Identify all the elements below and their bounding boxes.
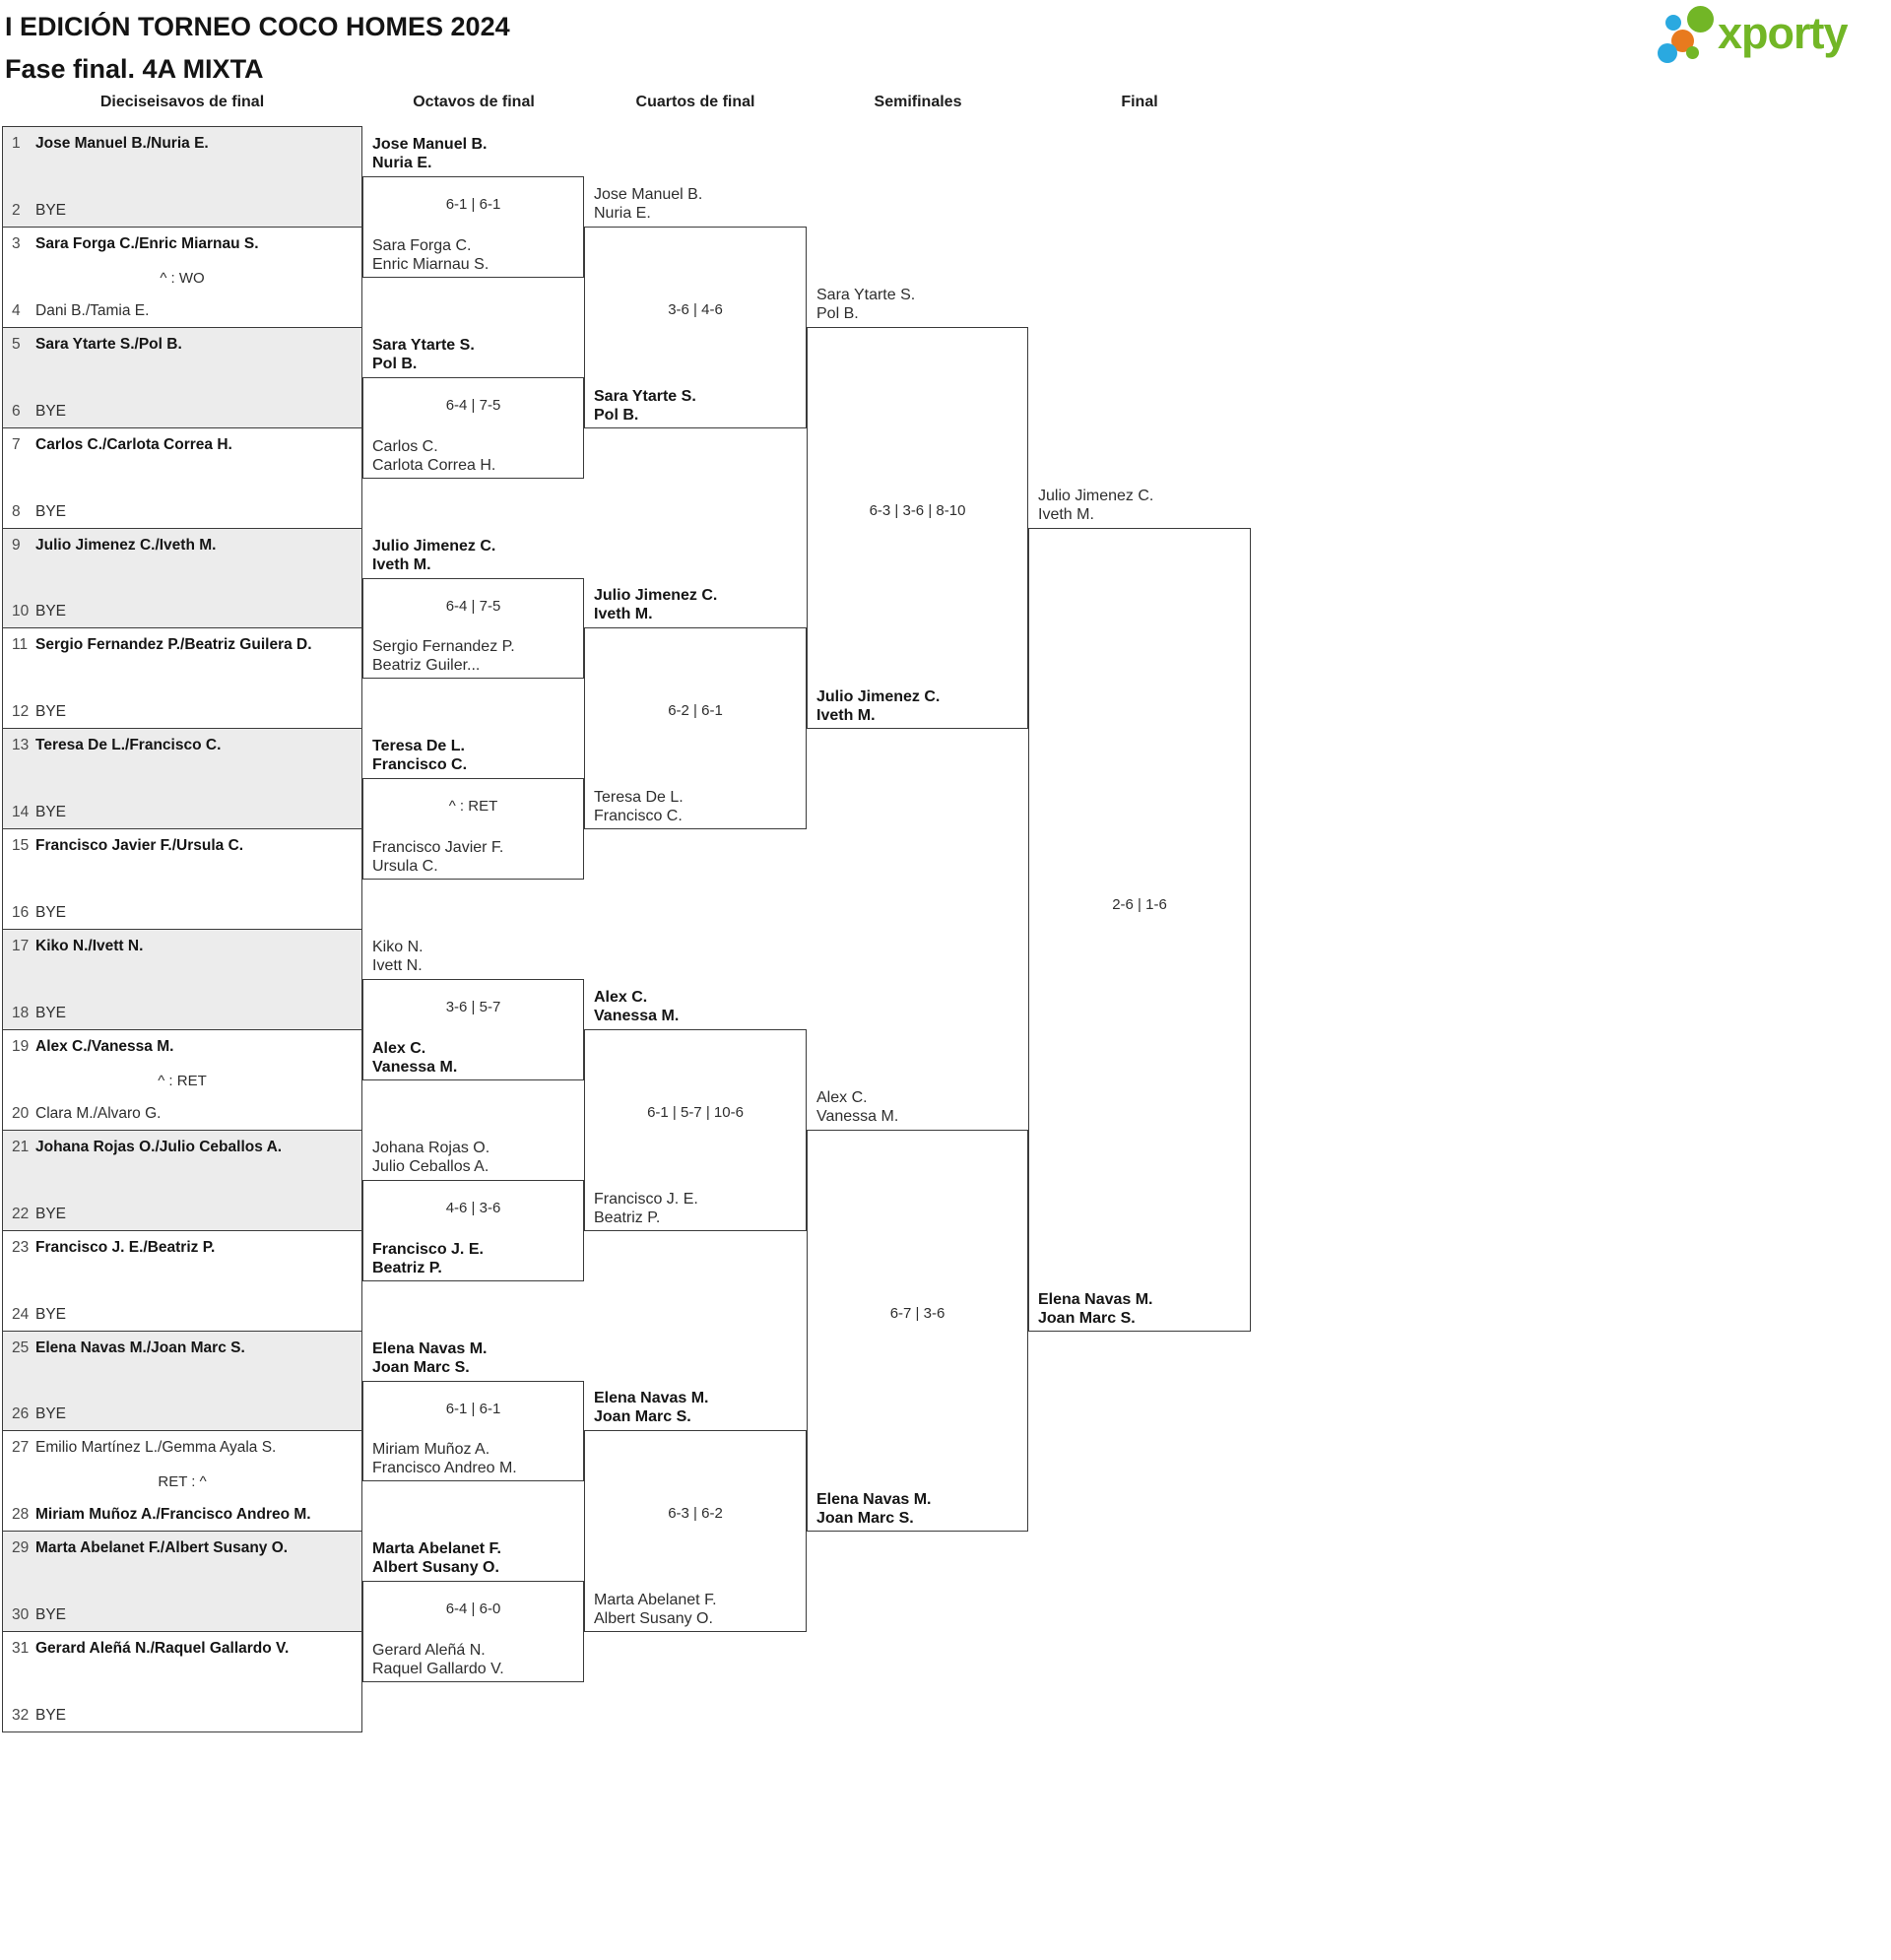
participant-name: Carlota Correa H. [372,456,496,474]
entry-name: Gerard Aleñá N./Raquel Gallardo V. [35,1640,290,1658]
participant-label-bottom [594,1190,799,1227]
entry-seed: 2 [12,201,21,219]
bracket-entry [3,1205,361,1224]
participant-name: Joan Marc S. [372,1358,470,1376]
entry-name: BYE [35,1405,67,1423]
entry-seed: 7 [12,435,21,453]
participant-name: Pol B. [816,304,859,322]
semifinal-match [807,327,1028,730]
participant-name: Julio Jimenez C. [1038,487,1154,504]
entry-name: BYE [35,1004,67,1021]
bracket-entry [3,402,361,422]
participant-name: Iveth M. [594,606,653,623]
entry-seed: 19 [12,1037,30,1055]
entry-name: BYE [35,603,67,621]
participant-name: Nuria E. [372,155,432,172]
match-score: 6-3 | 3-6 | 8-10 [869,501,966,519]
round-header-final: Final [1121,94,1158,110]
r32-match [2,1230,362,1332]
r32-match [2,627,362,729]
participant-name: Joan Marc S. [816,1510,914,1528]
bracket-entry [3,1706,361,1726]
logo-wordmark: xporty [1718,8,1848,58]
participant-name: Beatriz Guiler... [372,657,481,675]
r32-match [2,929,362,1030]
participant-label-top [594,185,799,223]
match-score: 6-2 | 6-1 [668,702,723,720]
participant-name: Francisco C. [594,808,683,825]
participant-name: Sara Ytarte S. [372,336,475,354]
participant-name: Miriam Muñoz A. [372,1441,490,1459]
participant-name: Teresa De L. [594,789,684,807]
entry-name: BYE [35,703,67,721]
participant-label-top [372,1539,576,1577]
participant-label-top [816,1088,1020,1126]
participant-label-bottom [372,637,576,675]
bracket-entry [3,1639,361,1659]
entry-name: Miriam Muñoz A./Francisco Andreo M. [35,1506,311,1524]
match-score: 6-1 | 6-1 [445,196,501,214]
entry-seed: 25 [12,1339,30,1356]
final-match [1028,528,1251,1332]
participant-label-bottom [372,437,576,475]
tournament-subtitle: Fase final. 4A MIXTA [5,54,264,84]
entry-name: Clara M./Alvaro G. [35,1104,162,1122]
participant-name: Vanessa M. [594,1007,680,1024]
participant-name: Francisco J. E. [594,1190,698,1208]
participant-name: Raquel Gallardo V. [372,1661,504,1678]
match-score: 6-4 | 6-0 [445,1601,501,1618]
participant-name: Elena Navas M. [816,1491,932,1509]
participant-label-bottom [594,387,799,425]
entry-name: Elena Navas M./Joan Marc S. [35,1339,245,1356]
entry-seed: 16 [12,904,30,921]
participant-name: Alex C. [816,1088,868,1106]
participant-name: Elena Navas M. [372,1339,488,1357]
participant-name: Sara Ytarte S. [594,387,696,405]
participant-name: Johana Rojas O. [372,1139,490,1156]
participant-name: Alex C. [594,988,648,1006]
participant-label-bottom [372,838,576,876]
round-header-semifinales: Semifinales [874,94,962,110]
bracket-entry [3,1438,361,1458]
participant-label-bottom [594,788,799,825]
entry-name: Johana Rojas O./Julio Ceballos A. [35,1138,283,1155]
participant-name: Francisco C. [372,756,468,774]
participant-name: Julio Jimenez C. [372,537,496,555]
bracket-entry [3,1339,361,1358]
entry-seed: 13 [12,737,30,754]
bracket-entry [3,836,361,856]
bracket-entry [3,502,361,522]
entry-seed: 11 [12,636,29,654]
participant-name: Julio Ceballos A. [372,1157,489,1175]
participant-label-top [594,1389,799,1426]
page-title [5,6,510,91]
r32-match [2,1430,362,1532]
match-score: 2-6 | 1-6 [1112,895,1167,913]
participant-label-top [372,336,576,373]
entry-seed: 4 [12,301,21,319]
participant-name: Albert Susany O. [372,1559,499,1577]
participant-name: Nuria E. [594,204,651,222]
r32-match [2,427,362,529]
participant-name: Elena Navas M. [594,1390,709,1407]
r32-match [2,1029,362,1131]
participant-name: Pol B. [372,355,418,372]
bracket-entry [3,803,361,822]
participant-name: Kiko N. [372,939,424,956]
bracket-entry [3,635,361,655]
participant-label-top [372,1339,576,1377]
participant-label-bottom [1038,1290,1243,1328]
entry-seed: 26 [12,1405,30,1423]
r32-match [2,1631,362,1732]
bracket-entry [3,335,361,355]
entry-seed: 28 [12,1506,30,1524]
entry-seed: 27 [12,1439,30,1457]
participant-name: Marta Abelanet F. [594,1592,717,1609]
entry-seed: 24 [12,1305,30,1323]
participant-name: Albert Susany O. [594,1610,713,1628]
match-note: RET : ^ [158,1473,207,1491]
participant-name: Jose Manuel B. [594,185,703,203]
participant-name: Teresa De L. [372,738,465,755]
bracket-entry [3,134,361,154]
r32-match [2,728,362,829]
semifinal-match [807,1130,1028,1533]
entry-seed: 22 [12,1205,30,1222]
match-note: ^ : WO [160,269,205,287]
bracket-entry [3,602,361,621]
logo-dot-blue-medium [1658,43,1677,63]
bracket-entry [3,1405,361,1424]
bracket-entry [3,301,361,321]
participant-name: Pol B. [594,406,639,424]
bracket-entry [3,435,361,455]
participant-label-bottom [372,1440,576,1477]
bracket-entry [3,234,361,254]
participant-name: Iveth M. [1038,505,1094,523]
entry-seed: 20 [12,1104,30,1122]
bracket-entry [3,1138,361,1157]
entry-name: Francisco Javier F./Ursula C. [35,837,244,855]
match-score: 6-1 | 6-1 [445,1400,501,1417]
logo-dot-blue-small [1665,15,1681,31]
entry-seed: 29 [12,1539,30,1557]
match-note: ^ : RET [158,1072,207,1089]
participant-name: Iveth M. [372,555,431,573]
bracket-entry [3,937,361,956]
entry-name: BYE [35,201,67,219]
entry-name: BYE [35,502,67,520]
entry-seed: 18 [12,1004,30,1021]
participant-label-top [594,586,799,623]
participant-name: Julio Jimenez C. [816,688,941,706]
entry-seed: 1 [12,135,21,152]
entry-name: Sergio Fernandez P./Beatriz Guilera D. [35,636,312,654]
participant-label-bottom [372,1641,576,1678]
entry-seed: 5 [12,335,21,353]
match-score: 6-1 | 5-7 | 10-6 [647,1103,744,1121]
participant-name: Sara Forga C. [372,236,472,254]
bracket-entry [3,1605,361,1625]
entry-seed: 15 [12,837,30,855]
participant-name: Jose Manuel B. [372,136,488,154]
participant-name: Elena Navas M. [1038,1290,1153,1308]
entry-seed: 10 [12,603,30,621]
match-score: 6-4 | 7-5 [445,597,501,615]
bracket-entry [3,1505,361,1525]
participant-label-bottom [372,1039,576,1077]
bracket-entry [3,736,361,755]
bracket-entry [3,1004,361,1023]
participant-label-top [816,286,1020,323]
participant-label-bottom [372,236,576,274]
r32-match [2,126,362,228]
entry-name: Kiko N./Ivett N. [35,938,144,954]
entry-seed: 30 [12,1606,30,1624]
entry-seed: 6 [12,402,21,420]
bracket-entry [3,536,361,555]
round-header-cuartos: Cuartos de final [635,94,755,110]
match-score: 6-3 | 6-2 [668,1505,723,1523]
bracket-entry [3,903,361,923]
r32-match [2,528,362,629]
entry-name: Marta Abelanet F./Albert Susany O. [35,1539,289,1557]
entry-name: Jose Manuel B./Nuria E. [35,135,209,152]
entry-name: Sara Forga C./Enric Miarnau S. [35,234,259,252]
participant-name: Carlos C. [372,437,438,455]
participant-name: Gerard Aleñá N. [372,1642,486,1660]
participant-name: Marta Abelanet F. [372,1540,501,1558]
participant-name: Francisco Andreo M. [372,1460,517,1477]
logo-dot-green-small [1686,46,1699,59]
r32-match [2,1531,362,1632]
entry-seed: 32 [12,1707,30,1724]
match-score: 4-6 | 3-6 [445,1199,501,1216]
match-score: 3-6 | 4-6 [668,300,723,318]
participant-name: Ivett N. [372,957,423,975]
bracket-entry [3,1104,361,1124]
entry-name: BYE [35,1606,67,1624]
entry-seed: 17 [12,938,30,954]
entry-name: Emilio Martínez L./Gemma Ayala S. [35,1439,277,1457]
r32-match [2,828,362,930]
entry-name: Alex C./Vanessa M. [35,1037,174,1055]
entry-name: BYE [35,904,67,921]
r32-match [2,1130,362,1231]
entry-seed: 9 [12,536,21,554]
entry-name: BYE [35,1305,67,1323]
entry-name: BYE [35,1707,67,1724]
match-score: 6-7 | 3-6 [889,1304,946,1322]
entry-seed: 3 [12,234,21,252]
participant-name: Ursula C. [372,858,438,876]
participant-name: Alex C. [372,1039,426,1057]
participant-name: Sara Ytarte S. [816,286,916,303]
round-header-octavos: Octavos de final [413,94,535,110]
participant-label-top [594,988,799,1025]
participant-name: Julio Jimenez C. [594,587,718,605]
tournament-title: I EDICIÓN TORNEO COCO HOMES 2024 [5,12,510,41]
participant-name: Vanessa M. [816,1107,899,1125]
participant-label-bottom [372,1240,576,1277]
participant-label-top [372,135,576,172]
entry-name: Teresa De L./Francisco C. [35,737,222,754]
entry-name: Sara Ytarte S./Pol B. [35,335,182,353]
bracket-entry [3,1538,361,1558]
participant-name: Francisco Javier F. [372,839,504,857]
participant-name: Vanessa M. [372,1058,458,1076]
participant-name: Beatriz P. [594,1209,661,1226]
r32-match [2,1331,362,1432]
entry-seed: 12 [12,703,30,721]
entry-name: BYE [35,402,67,420]
entry-name: BYE [35,804,67,821]
round-header-dieciseisavos: Dieciseisavos de final [99,94,265,110]
match-score: 3-6 | 5-7 [445,999,501,1016]
entry-seed: 8 [12,502,21,520]
entry-name: Carlos C./Carlota Correa H. [35,435,232,453]
entry-seed: 14 [12,804,30,821]
participant-label-top [372,737,576,774]
participant-label-bottom [816,1490,1020,1528]
participant-label-top [372,938,576,975]
participant-name: Sergio Fernandez P. [372,638,515,656]
participant-name: Beatriz P. [372,1259,442,1276]
entry-seed: 31 [12,1640,30,1658]
bracket-entry [3,201,361,221]
participant-name: Francisco J. E. [372,1240,484,1258]
participant-name: Joan Marc S. [594,1408,691,1426]
entry-name: Dani B./Tamia E. [35,301,150,319]
bracket-entry [3,1037,361,1057]
entry-name: Julio Jimenez C./Iveth M. [35,536,217,554]
participant-label-top [1038,487,1243,524]
participant-label-top [372,537,576,574]
entry-seed: 23 [12,1238,30,1256]
xporty-logo[interactable] [1655,4,1881,65]
match-score: 6-4 | 7-5 [445,396,501,414]
logo-dot-green-large [1687,6,1714,33]
participant-name: Iveth M. [816,707,876,725]
entry-name: BYE [35,1205,67,1222]
participant-name: Joan Marc S. [1038,1309,1136,1327]
entry-name: Francisco J. E./Beatriz P. [35,1238,216,1256]
r32-match [2,227,362,328]
bracket-entry [3,1305,361,1325]
entry-seed: 21 [12,1138,30,1155]
match-score: ^ : RET [448,798,498,816]
participant-label-top [372,1139,576,1176]
participant-name: Enric Miarnau S. [372,255,489,273]
participant-label-bottom [816,687,1020,725]
bracket-entry [3,702,361,722]
r32-match [2,327,362,428]
participant-label-bottom [594,1591,799,1628]
bracket-entry [3,1238,361,1258]
